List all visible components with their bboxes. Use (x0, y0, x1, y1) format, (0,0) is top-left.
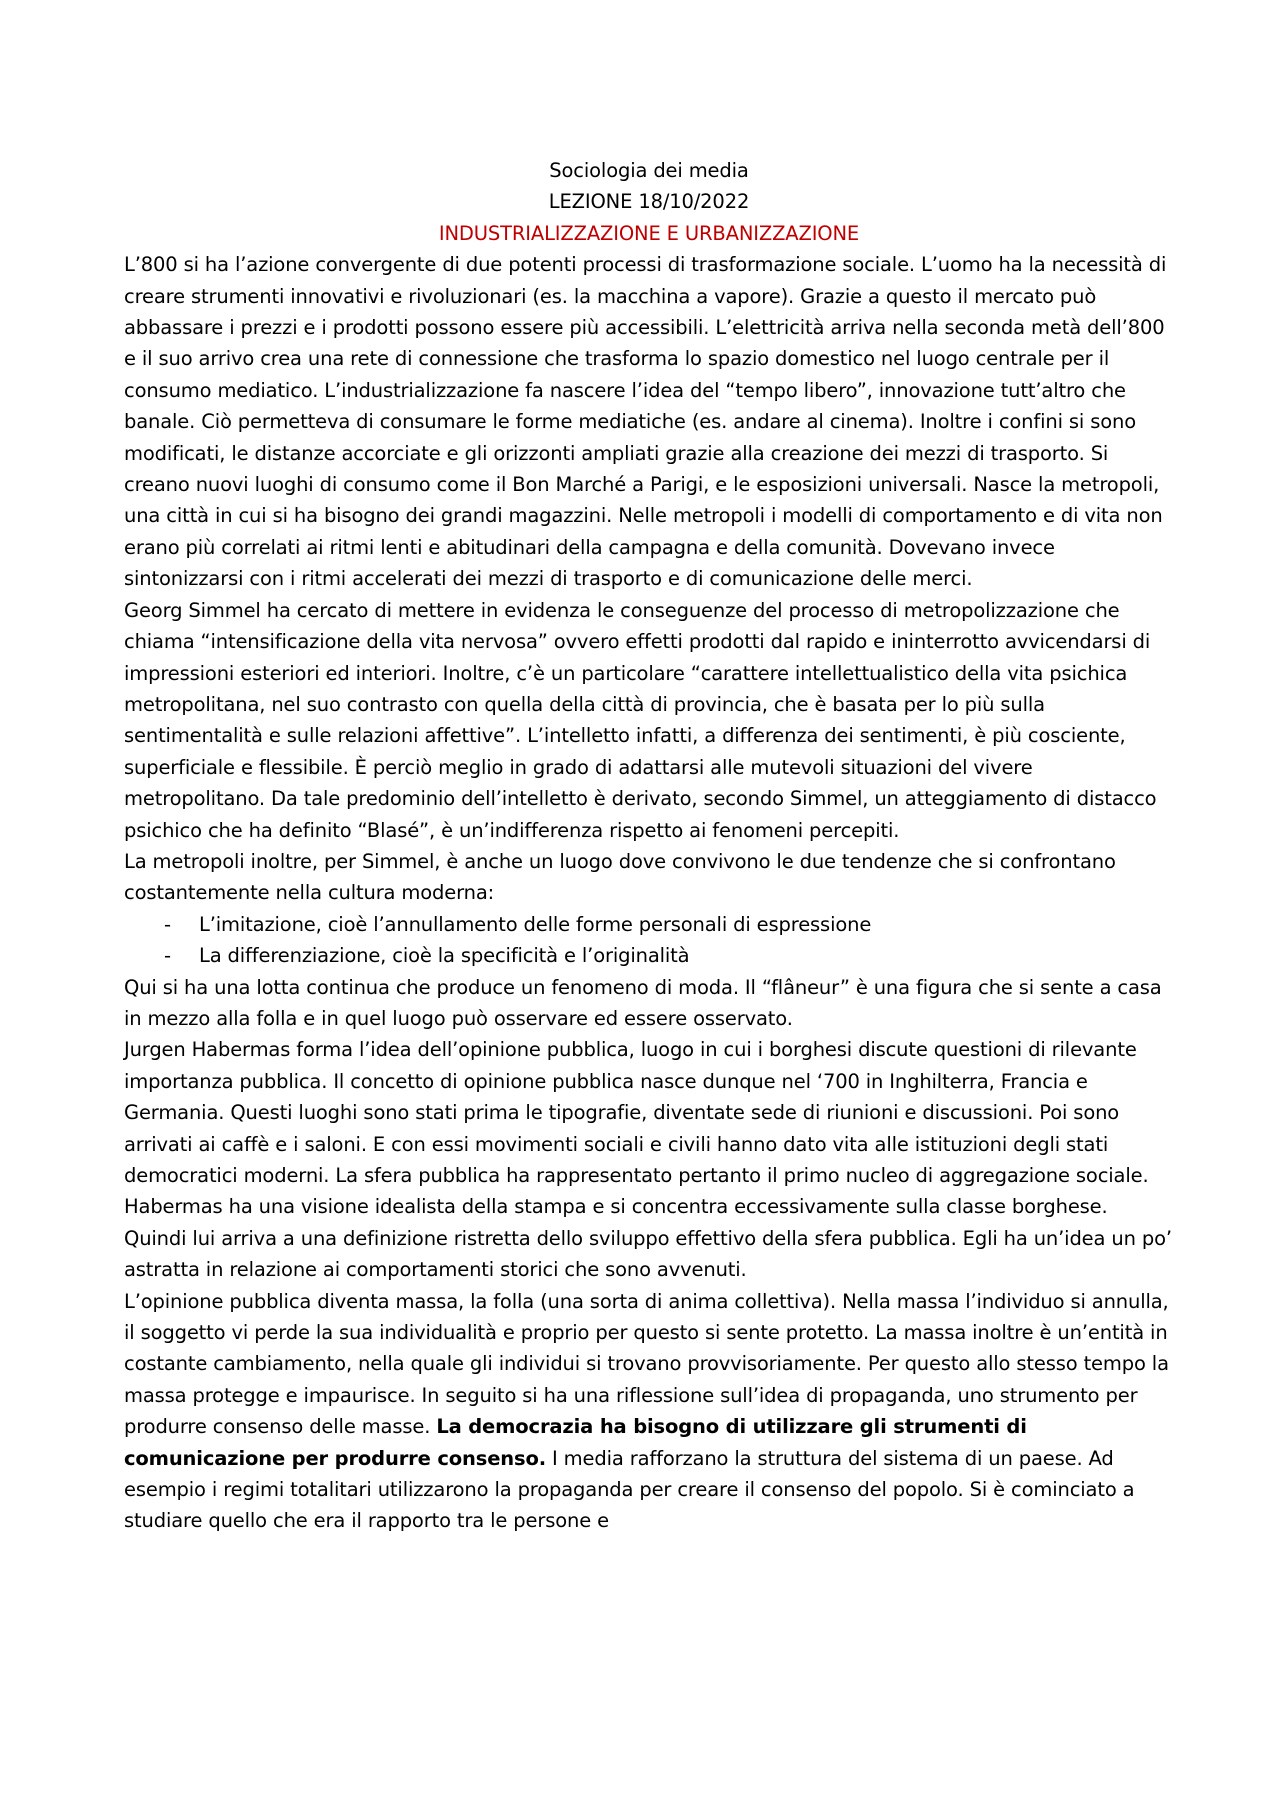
mass-text-start: L’opinione pubblica diventa massa, la folla (una sorta di anima collettiva). Nella massa l’individuo si annulla, il soggetto vi perde la sua individualità e proprio per questo si sente protetto. La massa inoltre è un’entità in costante cambiamento, nella quale gli individui si trovano provvisoriamente. Per questo allo stesso tempo la massa protegge e impaurisce. In seguito si ha una riflessione sull’idea di propaganda, uno strumento per produrre consenso delle masse. (124, 1289, 1169, 1439)
list-item-text: L’imitazione, cioè l’annullamento delle forme personali di espressione (199, 912, 872, 936)
paragraph-habermas: Jurgen Habermas forma l’idea dell’opinione pubblica, luogo in cui i borghesi discute questioni di rilevante importanza pubblica. Il concetto di opinione pubblica nasce dunque nel ‘700 in Inghilterra, Francia e Germania. Questi luoghi sono stati prima le tipografie, diventate sede di riunioni e discussioni. Poi sono arrivati ai caffè e i saloni. E con essi movimenti sociali e civili hanno dato vita alle istituzioni degli stati democratici moderni. La sfera pubblica ha rappresentato pertanto il primo nucleo di aggregazione sociale. (124, 1038, 1149, 1187)
list-item (124, 940, 1174, 971)
list-item (124, 909, 1174, 940)
mass-text-bold: La democrazia ha bisogno di utilizzare gli strumenti di comunicazione per produrre consenso. (124, 1415, 1027, 1470)
paragraph-flaneur: Qui si ha una lotta continua che produce un fenomeno di moda. Il “flâneur” è una figura che si sente a casa in mezzo alla folla e in quel luogo può osservare ed essere osservato. (124, 975, 1162, 1030)
paragraph-industrialization: L’800 si ha l’azione convergente di due potenti processi di trasformazione sociale. L’uomo ha la necessità di creare strumenti innovativi e rivoluzionari (es. la macchina a vapore). Grazie a questo il mercato può abbassare i prezzi e i prodotti possono essere più accessibili. L’elettricità arriva nella seconda metà dell’800 e il suo arrivo crea una rete di connessione che trasforma lo spazio domestico nel luogo centrale per il consumo mediatico. L’industrializzazione fa nascere l’idea del “tempo libero”, innovazione tutt’altro che banale. Ciò permetteva di consumare le forme mediatiche (es. andare al cinema). Inoltre i confini si sono modificati, le distanze accorciate e gli orizzonti ampliati grazie alla creazione dei mezzi di trasporto. Si creano nuovi luoghi di consumo come il Bon Marché a Parigi, e le esposizioni universali. Nasce la metropoli, una città in cui si ha bisogno dei grandi magazzini. Nelle metropoli i modelli di comportamento e di vita non erano più correlati ai ritmi lenti e abitudinari della campagna e della comunità. Dovevano invece sintonizzarsi con i ritmi accelerati dei mezzi di trasporto e di comunicazione delle merci. (124, 253, 1167, 591)
tendencies-list (124, 909, 1174, 972)
dash-bullet: - (164, 944, 171, 968)
lesson-date: LEZIONE 18/10/2022 (548, 190, 750, 214)
paragraph-mass-propaganda (124, 1286, 1174, 1537)
course-title: Sociologia dei media (549, 159, 749, 182)
paragraph-habermas-critique: Habermas ha una visione idealista della stampa e si concentra eccessivamente sulla classe borghese. Quindi lui arriva a una definizione ristretta dello sviluppo effettivo della sfera pubblica. Egli ha un’idea un po’ astratta in relazione ai comportamenti storici che sono avvenuti. (124, 1195, 1172, 1282)
list-item-text: La differenziazione, cioè la specificità e l’originalità (199, 944, 690, 968)
section-title: INDUSTRIALIZZAZIONE E URBANIZZAZIONE (438, 221, 860, 245)
paragraph-metropolis-tendencies: La metropoli inoltre, per Simmel, è anche un luogo dove convivono le due tendenze che si confrontano costantemente nella cultura moderna: (124, 849, 1116, 905)
paragraph-simmel: Georg Simmel ha cercato di mettere in evidenza le conseguenze del processo di metropolizzazione che chiama “intensificazione della vita nervosa” ovvero effetti prodotti dal rapido e ininterrotto avvicendarsi di impressioni esteriori ed interiori. Inoltre, c’è un particolare “carattere intellettualistico della vita psichica metropolitana, nel suo contrasto con quella della città di provincia, che è basata per lo più sulla sentimentalità e sulle relazioni affettive”. L’intelletto infatti, a differenza dei sentimenti, è più cosciente, superficiale e flessibile. È perciò meglio in grado di adattarsi alle mutevoli situazioni del vivere metropolitano. Da tale predominio dell’intelletto è derivato, secondo Simmel, un atteggiamento di distacco psichico che ha definito “Blasé”, è un’indifferenza rispetto ai fenomeni percepiti. (124, 598, 1157, 842)
document-page (124, 155, 1174, 1537)
mass-text-end: I media rafforzano la struttura del sistema di un paese. Ad esempio i regimi totalitari utilizzarono la propaganda per creare il consenso del popolo. Si è cominciato a studiare quello che era il rapporto tra le persone e (124, 1446, 1135, 1533)
dash-bullet: - (164, 912, 171, 936)
